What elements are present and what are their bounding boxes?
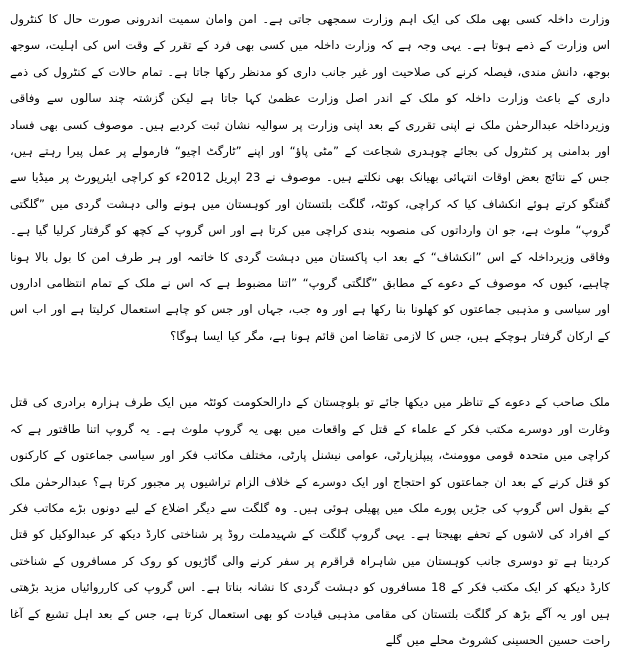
paragraph-gap [10, 349, 610, 389]
article-paragraph-2: ملک صاحب کے دعوے کے تناظر میں دیکھا جائے تو بلوچستان کے دارالحکومت کوئٹہ میں ایک طرف ہزارہ برادری کی قتل وغارت اور دوسرے مکتب فکر کے علماء کے قتل کے واقعات میں بھی یہ گروپ ملوث ہے۔ یہ گروپ اتنا طاقتور ہے کہ کراچی میں متحدہ قومی موومنٹ، پیپلزپارٹی، عوامی نیشنل پارٹی، مختلف مکاتب فکر اور سیاسی جماعتوں کے کارکنوں کو قتل کرنے کے بعد ان جماعتوں کو احتجاج اور ایک دوسرے کے خلاف الزام تراشیوں پر مجبور کرتا ہے؟ عبدالرحمٰن ملک کے بقول اس گروپ کی جڑیں پورے ملک میں پھیلی ہوئی ہیں۔ وہ گلگت سے دیگر اضلاع کے لیے دونوں بڑے مکاتب فکر کے افراد کی لاشوں کے تحفے بھیجتا ہے۔ یہی گروپ گلگت کے شہیدملت روڈ پر شناختی کارڈ دیکھ کر عبدالوکیل کو قتل کردیتا ہے تو دوسری جانب کوہستان میں شاہراہ قراقرم پر سفر کرنے والی گاڑیوں کو روک کر مسافروں کے شناختی کارڈ دیکھ کر ایک مکتب فکر کے 18 مسافروں کو دہشت گردی کا نشانہ بناتا ہے۔ اس گروپ کی کارروائیاں مزید بڑھتی ہیں اور یہ آگے بڑھ کر گلگت بلتستان کی مقامی مذہبی قیادت کو بھی استعمال کرتا ہے، جس کے بعد اہل تشیع کے آغا راحت حسین الحسینی کشروٹ محلے میں گلے [10, 395, 610, 647]
article-paragraph-1: وزارت داخلہ کسی بھی ملک کی ایک اہم وزارت سمجھی جاتی ہے۔ امن وامان سمیت اندرونی صورت حال کا کنٹرول اس وزارت کے ذمے ہوتا ہے۔ یہی وجہ ہے کہ وزارت داخلہ میں کسی بھی فرد کے تقرر کے وقت اس کی اہلیت، سوجھ بوجھ، دانش مندی، فیصلہ کرنے کی صلاحیت اور غیر جانب داری کو مدنظر رکھا جاتا ہے۔ تمام حالات کے کنٹرول کی ذمے داری کے باعث وزارت داخلہ کو ملک کے اندر اصل وزارت عظمیٰ کہا جاتا ہے لیکن گزشتہ چند سالوں سے وفاقی وزیرداخلہ عبدالرحمٰن ملک نے اپنی تقرری کے بعد اپنی وزارت پر سوالیہ نشان ثبت کردیے ہیں۔ موصوف کسی بھی فساد اور بدامنی پر کنٹرول کی بجائے چوہدری شجاعت کے ”مٹی پاؤ“ اور اپنے ”ٹارگٹ اچیو“ فارمولے پر عمل پیرا رہتے ہیں، جس کے نتائج بعض اوقات انتہائی بھیانک بھی نکلتے ہیں۔ موصوف نے 23 اپریل 2012ء کو کراچی ایئرپورٹ پر میڈیا سے گفتگو کرتے ہوئے انکشاف کیا کہ کراچی، کوئٹہ، گلگت بلتستان اور کوہستان میں ہونے والی دہشت گردی میں ”گلگتی گروپ“ ملوث ہے، جو ان وارداتوں کی منصوبہ بندی کراچی میں کرتا ہے اور اس گروپ کے کچھ کو گرفتار کرلیا گیا ہے۔ وفاقی وزیرداخلہ کے اس ”انکشاف“ کے بعد اب پاکستان میں دہشت گردی کا خاتمہ اور ہر طرف امن کا بول بالا ہونا چاہیے، کیوں کہ موصوف کے دعوے کے مطابق ”گلگتی گروپ“ ”اتنا مضبوط ہے کہ اس نے ملک کے تمام انتظامی اداروں اور سیاسی و مذہبی جماعتوں کو کھلونا بنا رکھا ہے اور وہ جب، جہاں اور جس کو چاہے استعمال کرلیتا ہے اور اب اس کے ارکان گرفتار ہوچکے ہیں، جس کا لازمی تقاضا امن قائم ہونا ہے، مگر کیا ایسا ہوگا؟ [10, 12, 610, 343]
